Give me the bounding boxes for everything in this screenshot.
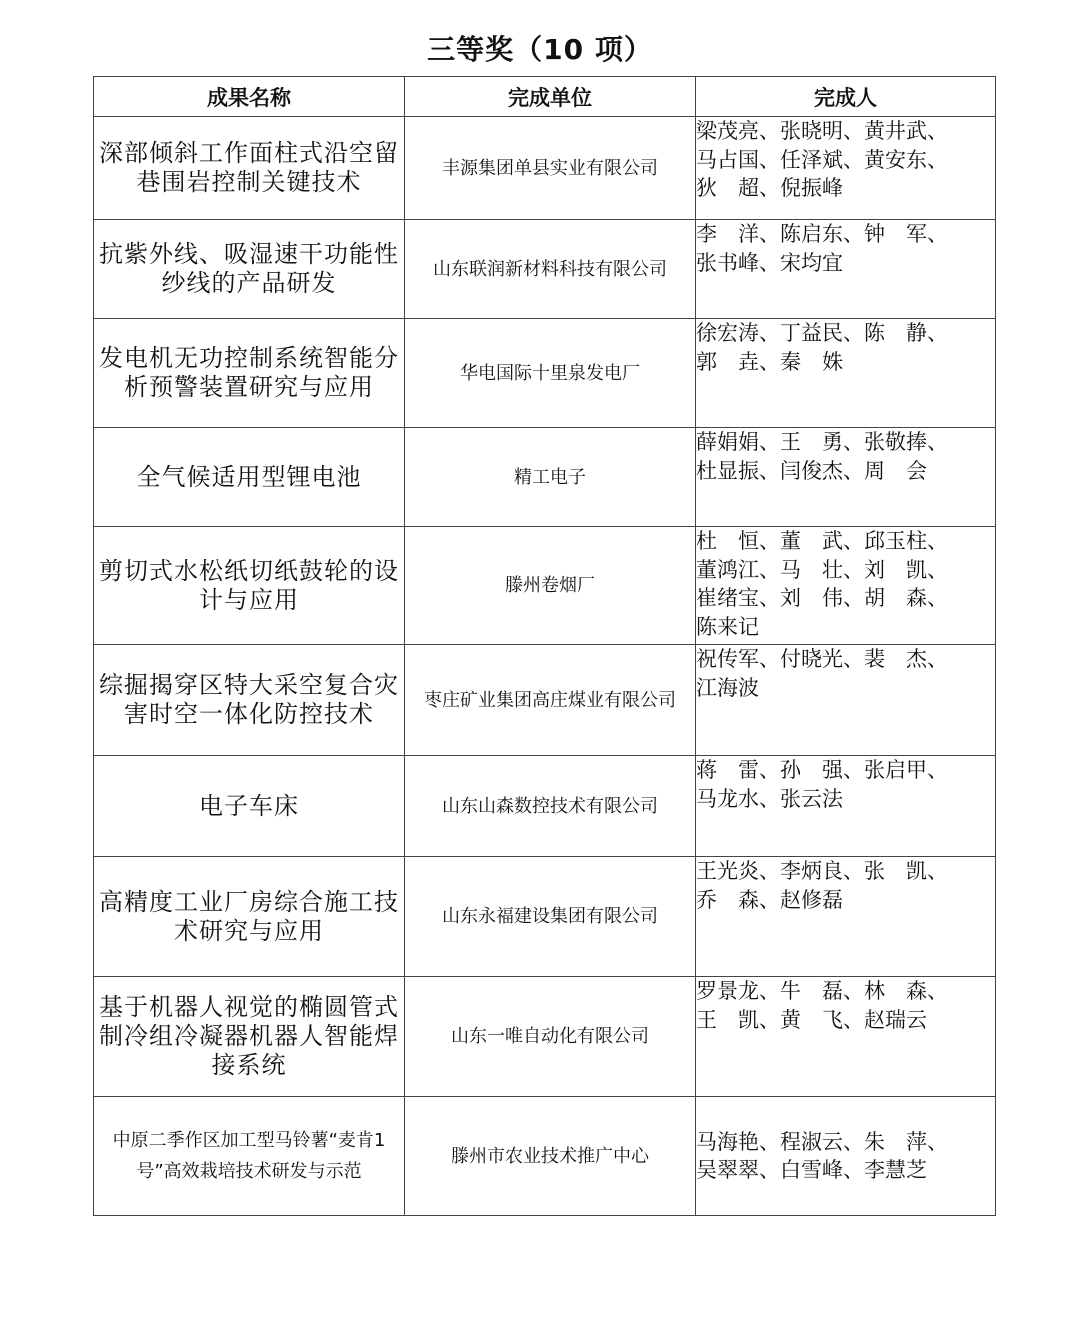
- people-line: 郭 垚、秦 姝: [696, 349, 843, 374]
- achievement-name: 电子车床: [94, 756, 405, 857]
- table-row: [94, 857, 996, 977]
- completing-unit: 枣庄矿业集团高庄煤业有限公司: [405, 645, 696, 756]
- table-body: [94, 117, 996, 1216]
- completing-unit: 华电国际十里泉发电厂: [405, 319, 696, 428]
- completing-people: [696, 117, 996, 220]
- achievement-name: 剪切式水松纸切纸鼓轮的设计与应用: [94, 527, 405, 645]
- people-line: 董鸿江、马 壮、刘 凯、: [696, 557, 948, 582]
- people-line: 祝传军、付晓光、裴 杰、: [696, 647, 948, 671]
- header-completing-people: 完成人: [696, 77, 996, 117]
- completing-people: [696, 220, 996, 319]
- table-row: [94, 756, 996, 857]
- table-row: [94, 645, 996, 756]
- people-line: 马海艳、程淑云、朱 萍、: [696, 1129, 948, 1154]
- people-line: 江海波: [696, 675, 759, 700]
- completing-unit: 山东山森数控技术有限公司: [405, 756, 696, 857]
- completing-unit: 山东联润新材料科技有限公司: [405, 220, 696, 319]
- completing-people: [696, 857, 996, 977]
- table-row: [94, 319, 996, 428]
- completing-unit: 滕州卷烟厂: [405, 527, 696, 645]
- people-line: 马龙水、张云法: [696, 786, 843, 811]
- completing-people: [696, 319, 996, 428]
- people-line: 王 凯、黄 飞、赵瑞云: [696, 1007, 927, 1032]
- achievement-name: 综掘揭穿区特大采空复合灾害时空一体化防控技术: [94, 645, 405, 756]
- people-line: 蒋 雷、孙 强、张启甲、: [696, 758, 948, 782]
- completing-unit: 山东一唯自动化有限公司: [405, 977, 696, 1097]
- people-line: 吴翠翠、白雪峰、李慧芝: [696, 1158, 927, 1182]
- people-line: 王光炎、李炳良、张 凯、: [696, 859, 948, 883]
- document-title: 三等奖（10 项）: [427, 33, 653, 66]
- table-row: [94, 1097, 996, 1216]
- table-row: [94, 220, 996, 319]
- achievement-name: 深部倾斜工作面柱式沿空留巷围岩控制关键技术: [94, 117, 405, 220]
- completing-unit: 精工电子: [405, 428, 696, 527]
- header-row: [94, 77, 996, 117]
- people-line: 崔绪宝、刘 伟、胡 森、: [696, 586, 948, 610]
- completing-unit: 丰源集团单县实业有限公司: [405, 117, 696, 220]
- completing-people: [696, 977, 996, 1097]
- achievement-name: 高精度工业厂房综合施工技术研究与应用: [94, 857, 405, 977]
- completing-people: [696, 645, 996, 756]
- achievement-name: 抗紫外线、吸湿速干功能性纱线的产品研发: [94, 220, 405, 319]
- completing-people: [696, 756, 996, 857]
- people-line: 李 洋、陈启东、钟 军、: [696, 222, 948, 246]
- people-line: 张书峰、宋均宜: [696, 250, 843, 275]
- people-line: 陈来记: [696, 614, 759, 639]
- people-line: 徐宏涛、丁益民、陈 静、: [696, 321, 948, 345]
- table-row: [94, 117, 996, 220]
- people-line: 杜显振、闫俊杰、周 会: [696, 458, 927, 483]
- table-row: [94, 977, 996, 1097]
- people-line: 马占国、任泽斌、黄安东、: [696, 147, 948, 172]
- awards-table: [93, 76, 996, 1216]
- completing-people: [696, 428, 996, 527]
- completing-people: [696, 1097, 996, 1216]
- achievement-name: 基于机器人视觉的椭圆管式制冷组冷凝器机器人智能焊接系统: [94, 977, 405, 1097]
- table-header: [94, 77, 996, 117]
- table-row: [94, 527, 996, 645]
- table-row: [94, 428, 996, 527]
- achievement-name: 全气候适用型锂电池: [94, 428, 405, 527]
- people-line: 乔 森、赵修磊: [696, 887, 843, 912]
- people-line: 梁茂亮、张晓明、黄井武、: [696, 119, 948, 143]
- completing-unit: 滕州市农业技术推广中心: [405, 1097, 696, 1216]
- header-completing-unit: 完成单位: [405, 77, 696, 117]
- completing-people: [696, 527, 996, 645]
- people-line: 狄 超、倪振峰: [696, 176, 843, 200]
- completing-unit: 山东永福建设集团有限公司: [405, 857, 696, 977]
- people-line: 薛娟娟、王 勇、张敬捧、: [696, 430, 948, 454]
- header-achievement-name: 成果名称: [94, 77, 405, 117]
- people-line: 罗景龙、牛 磊、林 森、: [696, 979, 948, 1003]
- achievement-name: 中原二季作区加工型马铃薯“麦肯1号”高效栽培技术研发与示范: [94, 1097, 405, 1216]
- achievement-name: 发电机无功控制系统智能分析预警装置研究与应用: [94, 319, 405, 428]
- people-line: 杜 恒、董 武、邱玉柱、: [696, 529, 948, 553]
